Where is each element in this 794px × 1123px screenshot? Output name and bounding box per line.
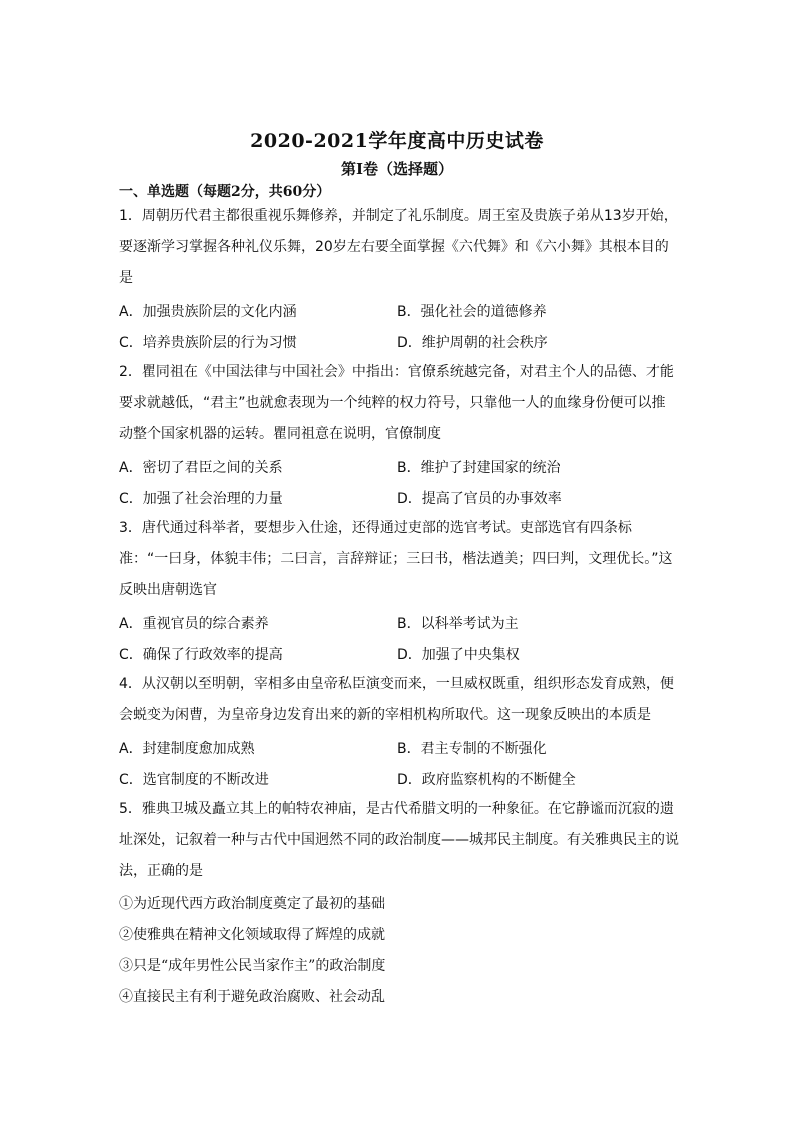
question-2-option-b: B．维护了封建国家的统治: [397, 460, 561, 476]
question-4-stem: 4．从汉朝以至明朝，宰相多由皇帝私臣演变而来，一旦威权既重，组织形态发育成熟，便会蜕变为闲曹，为皇帝身边发育出来的新的宰相机构所取代。这一现象反映出的本质是: [119, 676, 674, 723]
question-2-stem: 2．瞿同祖在《中国法律与中国社会》中指出：官僚系统越完备，对君主个人的品德、才能要求就越低，“君主”也就愈表现为一个纯粹的权力符号，只靠他一人的血缘身份便可以推动整个国家机器的运转。瞿同祖意在说明，官僚制度: [119, 364, 674, 442]
question-5-statement-1: ①为近现代西方政治制度奠定了最初的基础: [119, 896, 385, 912]
question-1-option-b: B．强化社会的道德修养: [397, 304, 547, 320]
question-2-option-d: D．提高了官员的办事效率: [397, 491, 562, 507]
question-4-option-d: D．政府监察机构的不断健全: [397, 772, 576, 788]
question-4-option-b: B．君主专制的不断强化: [397, 741, 547, 757]
exam-subtitle: 第I卷（选择题）: [340, 160, 454, 178]
section-heading: 一、单选题（每题2分，共60分）: [119, 184, 331, 200]
exam-title: 2020-2021学年度高中历史试卷: [250, 130, 544, 152]
question-4-option-a: A．封建制度愈加成熟: [119, 741, 255, 757]
question-2-option-a: A．密切了君臣之间的关系: [119, 460, 283, 476]
question-1-option-c: C．培养贵族阶层的行为习惯: [119, 335, 297, 351]
question-3-option-c: C．确保了行政效率的提高: [119, 647, 283, 663]
question-5-statement-2: ②使雅典在精神文化领域取得了辉煌的成就: [119, 927, 385, 943]
question-1-option-a: A．加强贵族阶层的文化内涵: [119, 304, 297, 320]
question-1-option-d: D．维护周朝的社会秩序: [397, 335, 548, 351]
question-2-option-c: C．加强了社会治理的力量: [119, 491, 283, 507]
question-5-stem: 5．雅典卫城及矗立其上的帕特农神庙，是古代希腊文明的一种象征。在它静谧而沉寂的遗址深处，记叙着一种与古代中国迥然不同的政治制度——城邦民主制度。有关雅典民主的说法，正确的是: [119, 801, 679, 879]
question-3-stem: 3．唐代通过科举者，要想步入仕途，还得通过吏部的选官考试。吏部选官有四条标准：“一曰身，体貌丰伟；二曰言，言辞辩证；三曰书，楷法遒美；四曰判，文理优长。”这反映出唐朝选官: [119, 520, 673, 598]
question-5-statement-4: ④直接民主有利于避免政治腐败、社会动乱: [119, 989, 385, 1005]
question-3-option-d: D．加强了中央集权: [397, 647, 520, 663]
question-5-statement-3: ③只是“成年男性公民当家作主”的政治制度: [119, 958, 386, 974]
question-3-option-a: A．重视官员的综合素养: [119, 616, 269, 632]
question-1-stem: 1．周朝历代君主都很重视乐舞修养，并制定了礼乐制度。周王室及贵族子弟从13岁开始，要逐渐学习掌握各种礼仪乐舞，20岁左右要全面掌握《六代舞》和《六小舞》其根本目的是: [119, 208, 678, 286]
question-4-option-c: C．选官制度的不断改进: [119, 772, 269, 788]
question-3-option-b: B．以科举考试为主: [397, 616, 519, 632]
